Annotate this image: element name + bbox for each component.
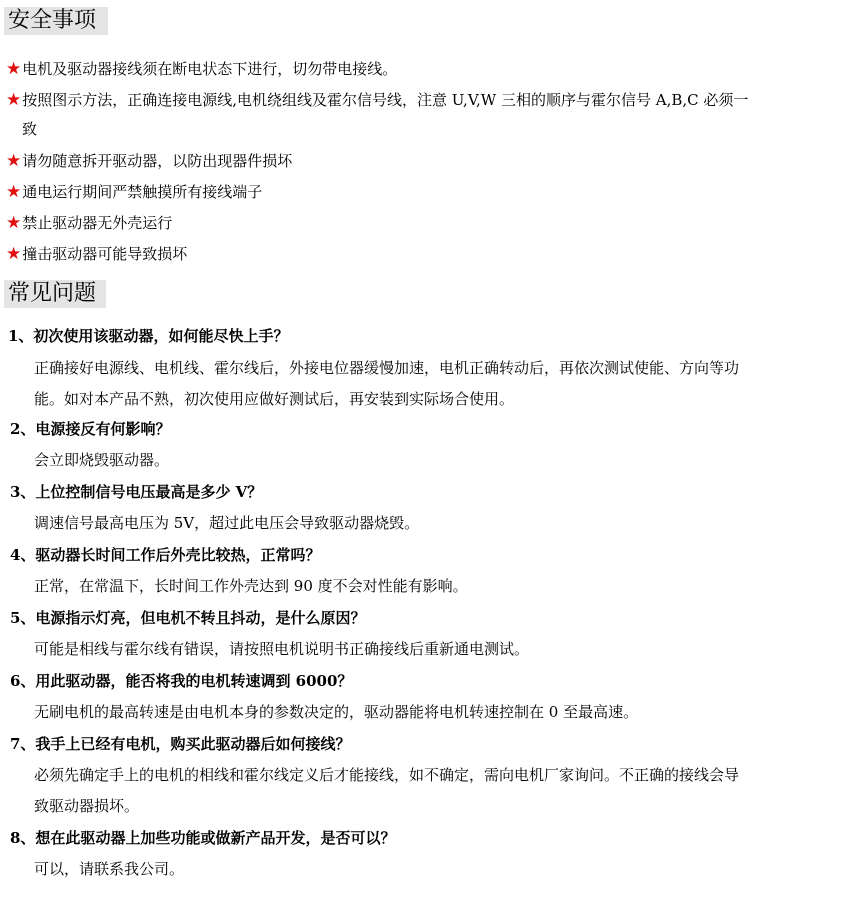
faq-section-title: 常见问题 [4, 280, 106, 308]
safety-item: ★禁止驱动器无外壳运行 [6, 213, 173, 233]
safety-item: ★按照图示方法，正确连接电源线,电机绕组线及霍尔信号线，注意 U,V,W 三相的顺序与霍尔信号 A,B,C 必须一 [6, 90, 749, 110]
safety-section-title: 安全事项 [4, 7, 108, 35]
faq-question: 6、用此驱动器，能否将我的电机转速调到 6000？ [10, 672, 353, 690]
safety-item: ★电机及驱动器接线须在断电状态下进行，切勿带电接线。 [6, 59, 398, 79]
faq-question: 8、想在此驱动器上加些功能或做新产品开发，是否可以？ [10, 829, 396, 847]
star-icon: ★ [6, 244, 22, 264]
faq-answer: 会立即烧毁驱动器。 [34, 451, 170, 469]
faq-answer: 正确接好电源线、电机线、霍尔线后，外接电位器缓慢加速，电机正确转动后，再依次测试使能、方向等功 [34, 359, 740, 377]
faq-question: 2、电源接反有何影响？ [10, 420, 171, 438]
safety-item: ★请勿随意拆开驱动器，以防出现器件损坏 [6, 151, 293, 171]
safety-item: ★通电运行期间严禁触摸所有接线端子 [6, 182, 263, 202]
safety-item-continuation: 致 [22, 120, 38, 138]
faq-question: 7、我手上已经有电机，购买此驱动器后如何接线？ [10, 735, 351, 753]
faq-answer: 能。如对本产品不熟，初次使用应做好测试后，再安装到实际场合使用。 [34, 390, 515, 408]
faq-answer: 正常，在常温下，长时间工作外壳达到 90 度不会对性能有影响。 [34, 577, 468, 595]
faq-answer: 可以，请联系我公司。 [34, 860, 185, 878]
faq-question: 1、初次使用该驱动器，如何能尽快上手？ [8, 327, 289, 345]
faq-answer: 致驱动器损坏。 [34, 797, 140, 815]
faq-answer: 无刷电机的最高转速是由电机本身的参数决定的，驱动器能将电机转速控制在 0 至最高速。 [34, 703, 639, 721]
star-icon: ★ [6, 59, 22, 79]
star-icon: ★ [6, 213, 22, 233]
star-icon: ★ [6, 182, 22, 202]
faq-question: 3、上位控制信号电压最高是多少 V？ [10, 483, 263, 501]
star-icon: ★ [6, 90, 22, 110]
faq-answer: 调速信号最高电压为 5V，超过此电压会导致驱动器烧毁。 [34, 514, 420, 532]
safety-item: ★撞击驱动器可能导致损坏 [6, 244, 188, 264]
faq-question: 4、驱动器长时间工作后外壳比较热，正常吗？ [10, 546, 321, 564]
faq-answer: 必须先确定手上的电机的相线和霍尔线定义后才能接线，如不确定，需向电机厂家询问。不正确的接线会导 [34, 766, 740, 784]
faq-question: 5、电源指示灯亮，但电机不转且抖动，是什么原因？ [10, 609, 366, 627]
faq-answer: 可能是相线与霍尔线有错误，请按照电机说明书正确接线后重新通电测试。 [34, 640, 530, 658]
star-icon: ★ [6, 151, 22, 171]
